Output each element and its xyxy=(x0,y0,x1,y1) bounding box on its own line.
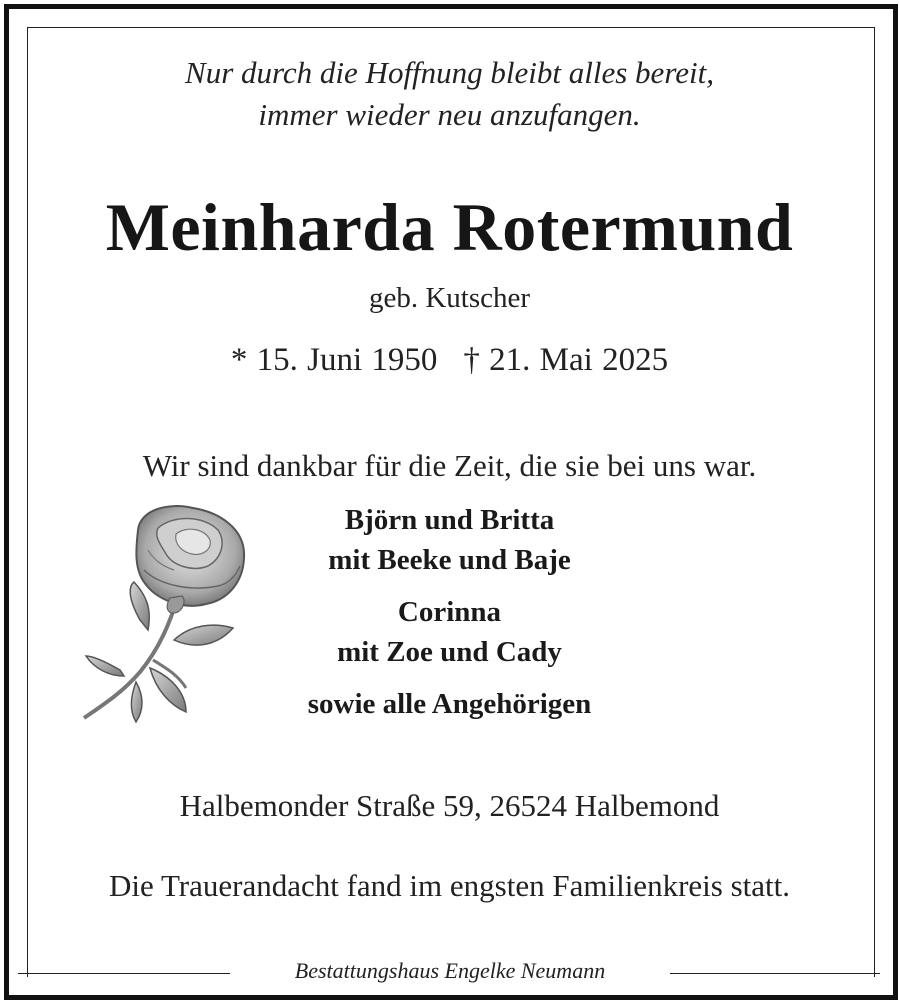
address-line: Halbemonder Straße 59, 26524 Halbemond xyxy=(179,788,720,823)
motto-line-1: Nur durch die Hoffnung bleibt alles bereit, xyxy=(185,55,714,90)
mourner-line: mit Beeke und Baje xyxy=(328,544,571,576)
deceased-name: Meinharda Rotermund xyxy=(105,189,794,265)
funeral-home-name: Bestattungshaus Engelke Neumann xyxy=(294,958,606,983)
birth-date: * 15. Juni 1950 xyxy=(230,342,438,378)
motto-line-2: immer wieder neu anzufangen. xyxy=(258,97,641,132)
mourner-line: mit Zoe und Cady xyxy=(337,636,562,668)
motto-quote xyxy=(0,52,899,136)
mourner-line: Corinna xyxy=(397,596,502,628)
footer-rule-left xyxy=(18,973,230,974)
gratitude-text: Wir sind dankbar für die Zeit, die sie bei uns war. xyxy=(142,448,757,483)
footer-rule-right xyxy=(670,973,880,974)
mourner-line: sowie alle Angehörigen xyxy=(307,688,592,720)
mourners-list xyxy=(0,500,899,724)
ceremony-note: Die Trauerandacht fand im engsten Familienkreis statt. xyxy=(109,868,790,903)
life-dates xyxy=(0,342,899,379)
mourner-line: Björn und Britta xyxy=(344,504,555,536)
death-date: † 21. Mai 2025 xyxy=(463,342,669,378)
birth-name: geb. Kutscher xyxy=(368,282,531,314)
